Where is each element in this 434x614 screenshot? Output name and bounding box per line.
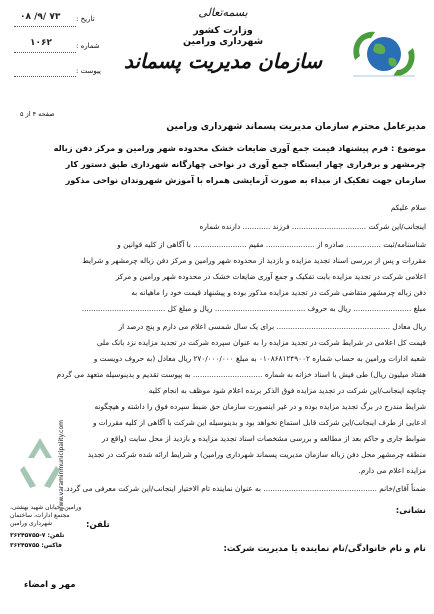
number-label: شماره : xyxy=(76,42,100,50)
subject-line-3: سازمان جهت تفکیک از مبداء به صورت آزمایشی همراه با آموزش شهروندان نواحی مذکور xyxy=(65,175,426,185)
brand-municipality: شهرداری ورامین xyxy=(182,36,264,47)
body-line: اینجانب/این شرکت ................................ فرزند ............ دارنده شماره xyxy=(199,222,426,231)
sidebar-address-2: مجتمع ادارات، ساختمان xyxy=(10,512,70,519)
attachment-label: پیوست : xyxy=(76,67,101,75)
sidebar-fax: فاکس: ۳۶۲۴۵۷۵۵ xyxy=(10,542,62,549)
phone-label: تلفن: xyxy=(86,520,110,530)
body-line: اعلامی شرکت در تجدید مزایده بابت تفکیک و جمع آوری ضایعات خشک در محدوده شهر ورامین و مرکز xyxy=(115,272,426,281)
sidebar-address-1: ورامین، خیابان شهید بهشتی، xyxy=(10,504,82,511)
address-label: نشانی: xyxy=(395,506,426,516)
signature-line: نام و نام خانوادگی/نام نماینده یا مدیریت شرکت: xyxy=(223,544,426,554)
salutation: مدیرعامل محترم سازمان مدیریت پسماند شهرداری ورامین xyxy=(166,122,426,132)
body-line: هفتاد میلیون ریال) طی فیش با اسناد خزانه به شماره .............................. به پیوست تقدیم و بدینوسیله متعهد می گردم xyxy=(56,370,426,379)
date-label: تاریخ : xyxy=(76,15,95,23)
body-line: مقررات و پس از بررسی اسناد تجدید مزایده و بازدید از محدوده شهر ورامین و مرکز دفن زباله چرمشهر و شرایط xyxy=(82,256,426,265)
body-line: شعبه ادارات ورامین به حساب شماره ۰۱۰۸۶۸۱۲۴۹۰۰۲ به مبلغ ۲۷۰/۰۰۰/۰۰۰ ریال معادل (به حروف دویست و xyxy=(93,354,426,363)
seal-label: مهر و امضاء xyxy=(24,580,76,590)
body-line: ادعایی از طرف اینجانب/این شرکت قابل استماع نخواهد بود و بدینوسیله این شرکت با آگاهی از کلیه مقررات و xyxy=(92,418,426,427)
sidebar-address-3: شهرداری ورامین xyxy=(10,520,52,527)
body-line: مبلغ ......................... ریال به حروف ....................................... ریال و مبلغ کل .................................... xyxy=(81,304,426,313)
body-line: شرایط مندرج در برگ تجدید مزایده بوده و در غیر اینصورت سازمان حق ضبط سپرده فوق را داشته و هیچگونه xyxy=(94,402,426,411)
body-line: چنانچه اینجانب/این شرکت در تجدید مزایده فوق الذکر برنده اعلام شود موظف به انجام کلیه xyxy=(148,386,426,395)
body-line: قیمت کل اعلامی در شرایط شرکت در تجدید مزایده را به عنوان سپرده شرکت در تجدید مزایده نزد بانک ملی xyxy=(96,338,426,347)
body-line: ضمناً آقای/خانم ................................................. به عنوان نماینده تام الاختیار اینجانب/این شرکت معرفی می گردد. xyxy=(63,484,426,493)
body-line: مزایده اعلام می دارم. xyxy=(358,466,426,475)
body-line: ریال معادل ................................................. برای یک سال شمسی اعلام می دارم و پنج درصد از xyxy=(118,322,426,331)
body-line: دفن زباله چرمشهر متقاضی شرکت در تجدید مزایده مذکور بوده و پیشنهاد قیمت خود را ماهیانه به xyxy=(131,288,426,297)
subject-line-1: موضوع : فرم پیشنهاد قیمت جمع آوری ضایعات خشک محدوده شهر ورامین و مرکز دفن زباله xyxy=(53,143,426,153)
subject-line-2: چرمشهر و برقراری چهار ایستگاه جمع آوری در نواحی چهارگانه شهرداری طبق دستور کار xyxy=(65,159,426,169)
brand-ministry: وزارت کشور xyxy=(193,25,253,36)
body-line: منطقه چرمشهر محل دفن زباله سازمان مدیریت پسماند شهرداری ورامین) و شرایط ارائه شده شرکت در تجدید xyxy=(87,450,426,459)
organization-logo-icon xyxy=(345,24,423,84)
date-value: ۷۳ /۹/ ۰۸ xyxy=(20,12,61,22)
page-number: صفحه ۴ از ۵ xyxy=(20,110,55,118)
greeting: سلام علیکم xyxy=(390,203,426,212)
sidebar-phone: تلفن: ۷-۳۶۲۴۵۷۵۵ xyxy=(10,532,65,539)
website-url[interactable]: www.varaminmunicipality.com xyxy=(58,420,65,512)
brand-script: بسمه‌تعالی xyxy=(198,6,248,19)
brand-organization: سازمان مدیریت پسماند xyxy=(123,49,323,73)
letterhead-brand xyxy=(118,0,328,90)
number-value: ۱۰۶۲ xyxy=(30,38,52,48)
body-line: ضوابط جاری و حاکم بعد از مطالعه و بررسی مشخصات اسناد تجدید مزایده و بازدید از محل سایت (واقع در xyxy=(101,434,426,443)
body-line: شناسنامه/ثبت ............... صادره از ..................... مقیم ....................... با آگاهی از کلیه قوانین و xyxy=(117,240,426,249)
